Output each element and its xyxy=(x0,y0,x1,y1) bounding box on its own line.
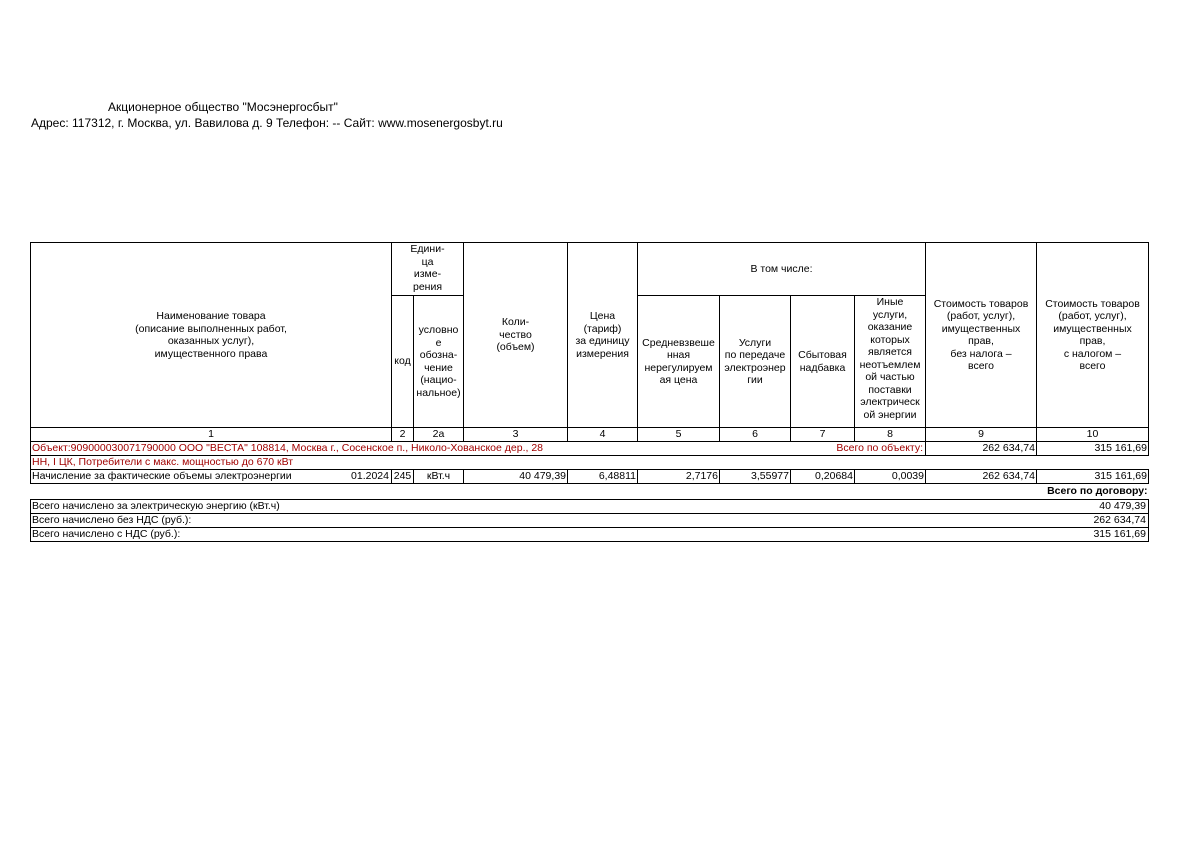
col-number: 3 xyxy=(464,428,568,442)
col-number: 6 xyxy=(720,428,791,442)
row-total-no-vat: 262 634,74 xyxy=(926,469,1037,483)
summary-title: Всего по договору: xyxy=(31,483,1149,499)
row-transfer: 3,55977 xyxy=(720,469,791,483)
col-header-name: Наименование товара (описание выполненных работ, оказанных услуг), имущественного права xyxy=(31,243,392,428)
row-avg-price: 2,7176 xyxy=(638,469,720,483)
col-header-unit: Едини- ца изме- рения xyxy=(392,243,464,296)
col-number: 10 xyxy=(1037,428,1149,442)
tariff-description: НН, I ЦК, Потребители с макс. мощностью до 670 кВт xyxy=(31,455,1149,469)
col-header-avg-price: Средневзвеше нная нерегулируем ая цена xyxy=(638,296,720,428)
col-number: 2а xyxy=(414,428,464,442)
summary-row xyxy=(31,513,1149,527)
col-number: 2 xyxy=(392,428,414,442)
col-number: 4 xyxy=(568,428,638,442)
col-header-qty: Коли- чество (объем) xyxy=(464,243,568,428)
col-number: 9 xyxy=(926,428,1037,442)
col-number: 7 xyxy=(791,428,855,442)
summary-row xyxy=(31,527,1149,541)
tariff-row xyxy=(31,455,1149,469)
object-description: Объект:909000030071790000 ООО "ВЕСТА" 108814, Москва г., Сосенское п., Николо-Хованское дер., 28 xyxy=(32,441,544,454)
col-header-transfer: Услуги по передаче электроэнер гии xyxy=(720,296,791,428)
col-number: 5 xyxy=(638,428,720,442)
summary-value: 315 161,69 xyxy=(1093,527,1146,540)
row-unit: кВт.ч xyxy=(414,469,464,483)
table-row xyxy=(31,469,1149,483)
col-number: 8 xyxy=(855,428,926,442)
row-price: 6,48811 xyxy=(568,469,638,483)
summary-title-row xyxy=(31,483,1149,499)
object-row xyxy=(31,441,1149,455)
object-total-label: Всего по объекту: xyxy=(836,441,923,454)
company-address: Адрес: 117312, г. Москва, ул. Вавилова д. 9 Телефон: -- Сайт: www.mosenergosbyt.ru xyxy=(31,116,503,130)
col-number: 1 xyxy=(31,428,392,442)
summary-row xyxy=(31,499,1149,513)
summary-value: 262 634,74 xyxy=(1093,513,1146,526)
row-name: Начисление за фактические объемы электроэнергии xyxy=(32,469,292,482)
col-header-unit-symbol: условно е обозна- чение (нацио- нальное) xyxy=(414,296,464,428)
summary-label: Всего начислено без НДС (руб.): xyxy=(32,513,192,526)
row-qty: 40 479,39 xyxy=(464,469,568,483)
row-total-vat: 315 161,69 xyxy=(1037,469,1149,483)
col-header-including: В том числе: xyxy=(638,243,926,296)
col-header-total-vat: Стоимость товаров (работ, услуг), имущественных прав, с налогом – всего xyxy=(1037,243,1149,428)
company-name: Акционерное общество "Мосэнергосбыт" xyxy=(108,100,338,114)
col-header-total-no-vat: Стоимость товаров (работ, услуг), имущественных прав, без налога – всего xyxy=(926,243,1037,428)
summary-label: Всего начислено за электрическую энергию (кВт.ч) xyxy=(32,499,280,512)
summary-label: Всего начислено с НДС (руб.): xyxy=(32,527,181,540)
col-header-code: код xyxy=(392,296,414,428)
column-numbers-row xyxy=(31,428,1149,442)
invoice-table xyxy=(30,242,1149,542)
row-period: 01.2024 xyxy=(351,469,389,482)
row-other: 0,0039 xyxy=(855,469,926,483)
row-markup: 0,20684 xyxy=(791,469,855,483)
object-total-no-vat: 262 634,74 xyxy=(926,441,1037,455)
object-total-vat: 315 161,69 xyxy=(1037,441,1149,455)
col-header-other: Иные услуги, оказание которых является неотъемлем ой частью поставки электрическ ой энергии xyxy=(855,296,926,428)
col-header-price: Цена (тариф) за единицу измерения xyxy=(568,243,638,428)
col-header-markup: Сбытовая надбавка xyxy=(791,296,855,428)
summary-value: 40 479,39 xyxy=(1099,499,1146,512)
row-code: 245 xyxy=(392,469,414,483)
